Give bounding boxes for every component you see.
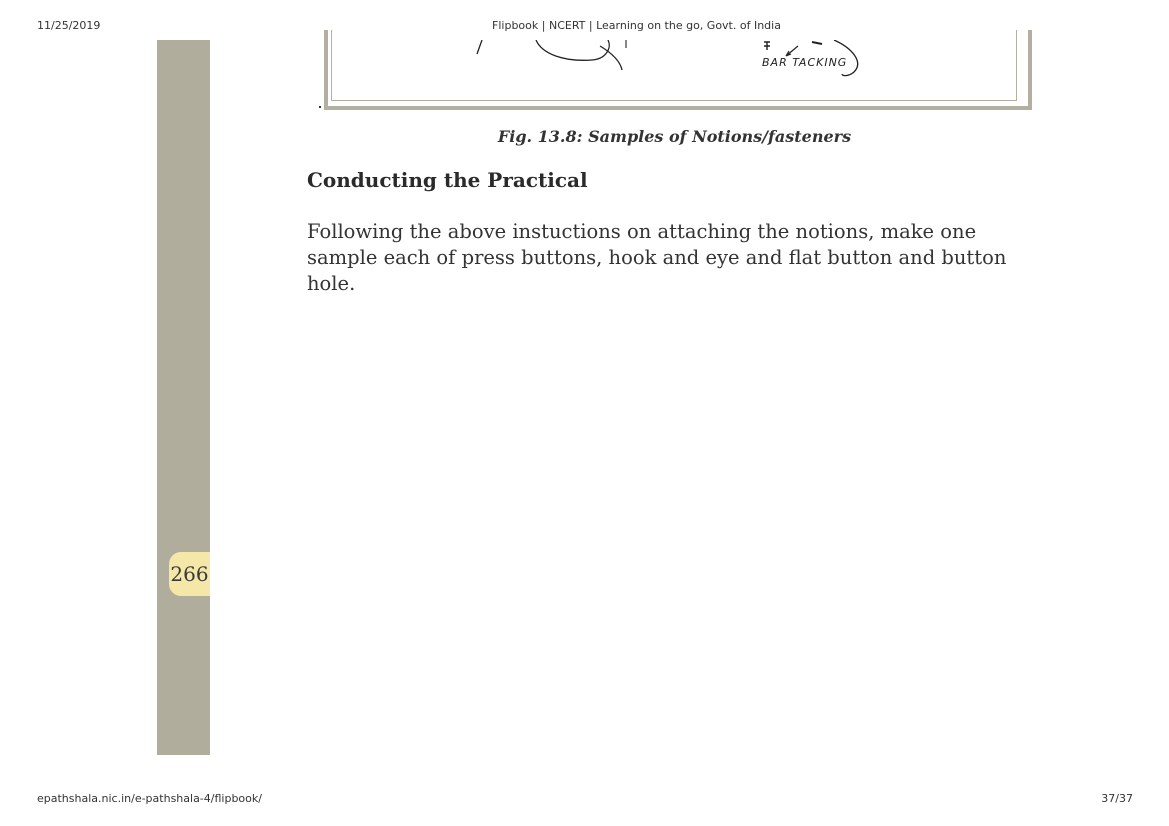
body-paragraph: Following the above instuctions on attaching the notions, make one sample each of press buttons, hook and eye and flat button and button hole.: [307, 220, 1007, 295]
fastener-sketch: [324, 40, 1028, 100]
print-footer: [0, 792, 1169, 808]
section-heading: Conducting the Practical: [307, 168, 588, 192]
sketch-label-bar-tacking: BAR TACKING: [762, 56, 848, 69]
page-side-band: [157, 40, 210, 755]
page-count: 37/37: [1101, 792, 1133, 805]
stray-mark: [319, 106, 321, 108]
print-date: 11/25/2019: [37, 19, 101, 32]
figure-frame: [324, 40, 1028, 110]
document-title: Flipbook | NCERT | Learning on the go, Govt. of India: [492, 19, 781, 32]
page-number: 266: [170, 562, 209, 586]
figure-caption: Fig. 13.8: Samples of Notions/fasteners: [497, 127, 852, 146]
page-number-tab: [169, 552, 210, 596]
page-url: epathshala.nic.in/e-pathshala-4/flipbook/: [37, 792, 262, 805]
